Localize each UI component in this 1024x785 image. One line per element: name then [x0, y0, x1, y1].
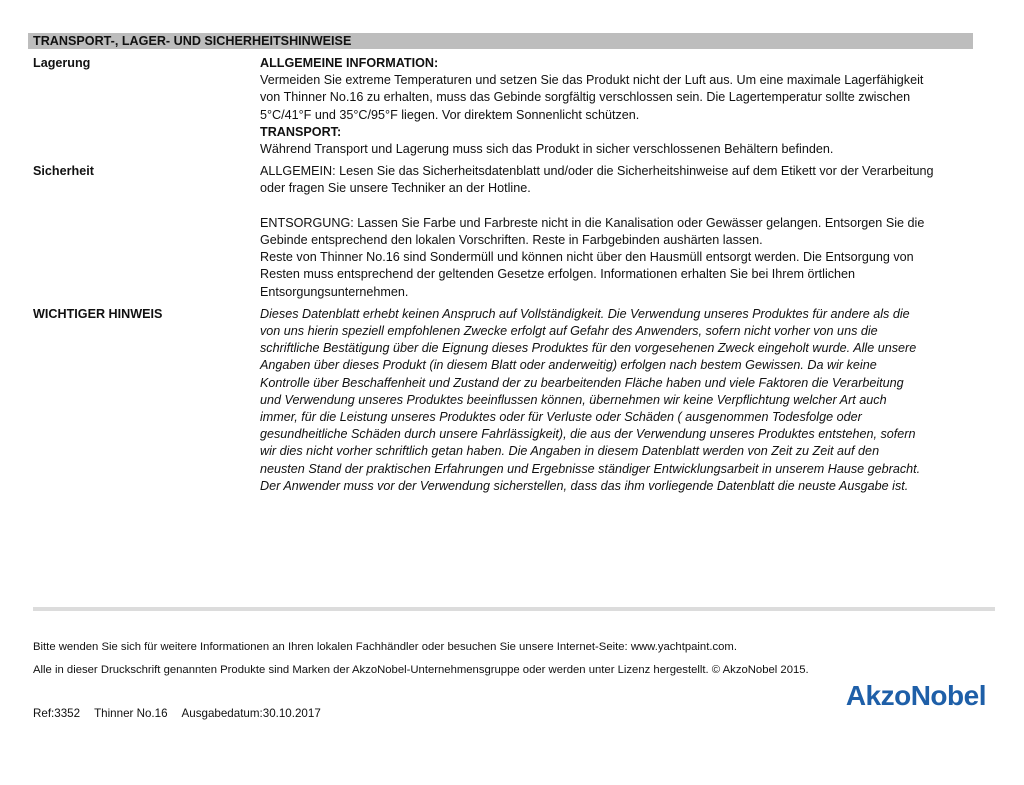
- akzonobel-logo: AkzoNobel: [845, 680, 986, 711]
- text-line: [260, 198, 993, 215]
- text-line: schriftliche Bestätigung über die Eignung dieses Produktes für den vorgesehenen Zweck eingeholt wurde. Alle unsere: [260, 341, 917, 356]
- product-name: Thinner No.16: [94, 707, 168, 720]
- text-line: immer, für die Leistung unseres Produktes oder für Verluste oder Schäden ( ausgenommen Todesfolge oder: [260, 410, 862, 425]
- text-line: ALLGEMEIN: Lesen Sie das Sicherheitsdatenblatt und/oder die Sicherheitshinweise auf dem Etikett vor der Verarbeitung: [260, 164, 934, 179]
- section-row: [33, 163, 993, 301]
- text-line: oder fragen Sie unsere Techniker an der Hotline.: [260, 181, 531, 196]
- footer-info-suffix: .: [733, 641, 737, 653]
- text-line: wir dies nicht vorher schriftlich getan haben. Die Angaben in diesem Datenblatt werden von Zeit zu Zeit auf den: [260, 444, 880, 459]
- text-line: 5°C/41°F und 35°C/95°F liegen. Vor direktem Sonnenlicht schützen.: [260, 107, 640, 122]
- text-line: ENTSORGUNG: Lassen Sie Farbe und Farbreste nicht in die Kanalisation oder Gewässer gelangen. Entsorgen Sie die: [260, 215, 925, 230]
- section-row: [33, 306, 993, 495]
- issue-date: Ausgabedatum:30.10.2017: [181, 707, 321, 720]
- text-line: Angaben über dieses Produkt (in diesem Blatt oder anderweitig) erfolgen nach bestem Gewissen. Da wir keine: [260, 358, 877, 373]
- text-line: Entsorgungsunternehmen.: [260, 284, 409, 299]
- website-link[interactable]: www.yachtpaint.com: [630, 641, 734, 653]
- section-label: Lagerung: [33, 56, 91, 70]
- section-header-bar: TRANSPORT-, LAGER- UND SICHERHEITSHINWEISE: [28, 33, 973, 49]
- text-line: neusten Stand der praktischen Erfahrungen und Ergebnisse ständiger Entwicklungsarbeit in unserem Hause gebracht.: [260, 461, 921, 476]
- text-line: gesundheitliche Schäden durch unsere Fahrlässigkeit), die aus der Verwendung unseres Produktes entstehen, sofern: [260, 427, 916, 442]
- text-line: Kontrolle über Beschaffenheit und Zustand der zu bearbeitenden Fläche haben und viele Faktoren die Verarbeitung: [260, 375, 904, 390]
- text-line: und Verwendung unseres Produktes beeinflussen können, übernehmen wir keine Verpflichtung welcher Art auch: [260, 392, 887, 407]
- footer-divider: [33, 607, 995, 611]
- ref-number: Ref:3352: [33, 707, 81, 720]
- document-body: [33, 55, 993, 495]
- text-line: Gebinde entsprechend den lokalen Vorschriften. Reste in Farbgebinden aushärten lassen.: [260, 233, 763, 248]
- section-content: [260, 55, 993, 158]
- text-line: Während Transport und Lagerung muss sich das Produkt in sicher verschlossenen Behältern befinden.: [260, 142, 834, 157]
- section-row: [33, 55, 993, 158]
- section-content: [260, 163, 993, 301]
- text-line: Reste von Thinner No.16 sind Sondermüll und können nicht über den Hausmüll entsorgt werden. Die Entsorgung von: [260, 250, 914, 265]
- text-line: Der Anwender muss vor der Verwendung sicherstellen, dass das ihm vorliegende Datenblatt die neuste Ausgabe ist.: [260, 478, 909, 493]
- text-line: ALLGEMEINE INFORMATION:: [260, 56, 439, 70]
- footer-ref-line: [33, 707, 335, 720]
- text-line: von uns hierin speziell empfohlenen Zwecke erfolgt auf Gefahr des Anwenders, sofern nicht vorher von uns die: [260, 324, 878, 339]
- section-content: [260, 306, 993, 495]
- section-label: WICHTIGER HINWEIS: [33, 306, 163, 321]
- text-line: Resten muss entsprechend der geltenden Gesetze erfolgen. Informationen erhalten Sie bei Ihrem örtlichen: [260, 267, 856, 282]
- footer-info-prefix: Bitte wenden Sie sich für weitere Informationen an Ihren lokalen Fachhändler oder besuchen Sie unsere Internet-Seite:: [33, 641, 631, 653]
- text-line: von Thinner No.16 zu erhalten, muss das Gebinde sorgfältig verschlossen sein. Die Lagertemperatur sollte zwischen: [260, 90, 911, 105]
- section-label: Sicherheit: [33, 164, 94, 179]
- text-line: Vermeiden Sie extreme Temperaturen und setzen Sie das Produkt nicht der Luft aus. Um eine maximale Lagerfähigkeit: [260, 73, 924, 88]
- text-line: TRANSPORT:: [260, 124, 342, 139]
- footer-trademark-line: Alle in dieser Druckschrift genannten Produkte sind Marken der AkzoNobel-Unternehmensgruppe oder werden unter Lizenz hergestellt. © AkzoNobel 2015.: [33, 664, 809, 676]
- text-line: Dieses Datenblatt erhebt keinen Anspruch auf Vollständigkeit. Die Verwendung unseres Produktes für andere als die: [260, 306, 910, 321]
- footer-info-line: [33, 641, 737, 653]
